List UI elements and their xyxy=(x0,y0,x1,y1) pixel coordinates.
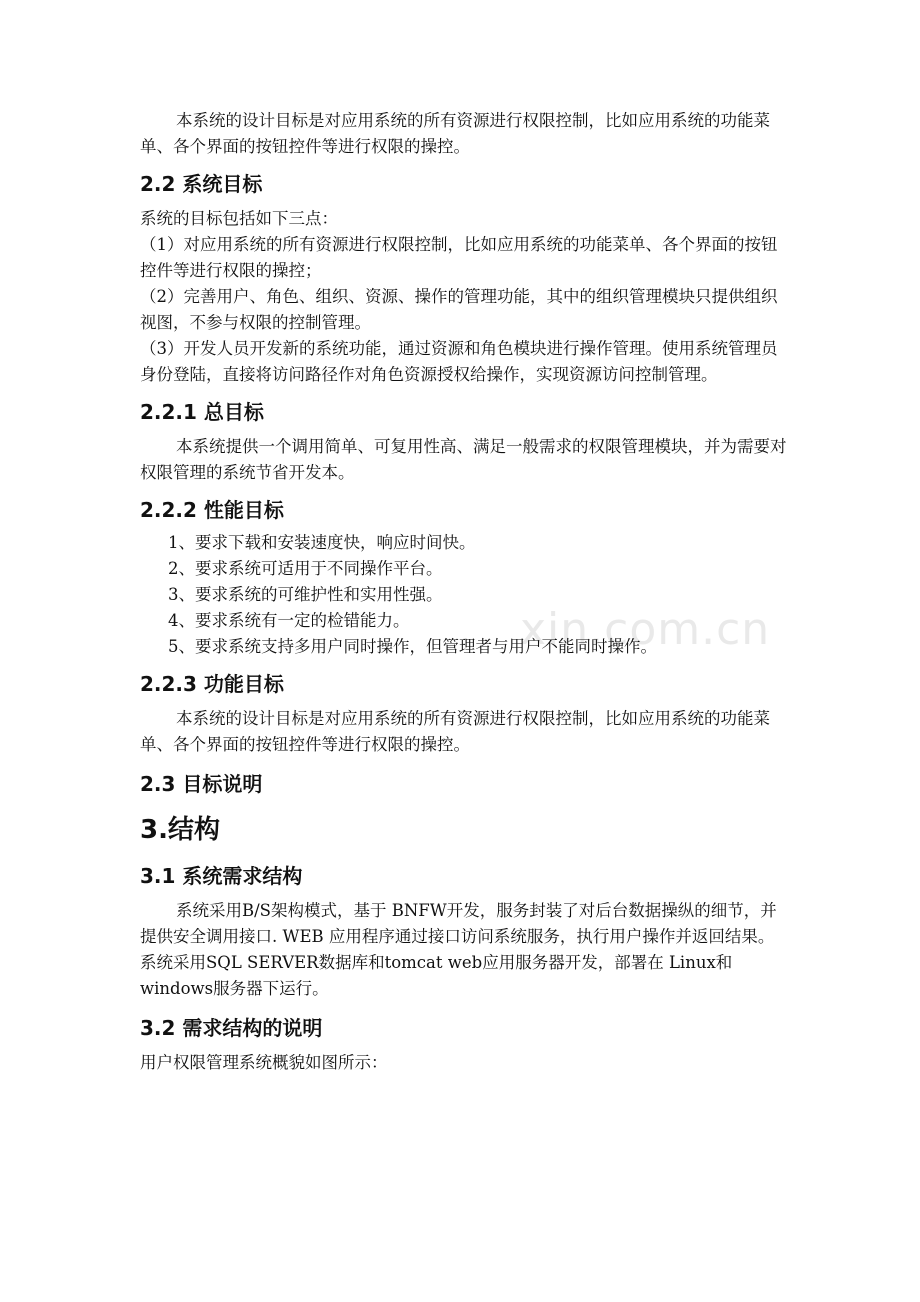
perf-item-3: 3、要求系统的可维护性和实用性强。 xyxy=(168,585,443,604)
structure-desc-paragraph: 用户权限管理系统概貌如图所示： xyxy=(140,1053,388,1072)
goal-item-3: （3）开发人员开发新的系统功能，通过资源和角色模块进行操作管理。使用系统管理员身份登陆，直接将访问路径作对角色资源授权给操作，实现资源访问控制管理。 xyxy=(140,339,778,384)
heading-3-1: 3.1 系统需求结构 xyxy=(140,864,303,888)
perf-item-2: 2、要求系统可适用于不同操作平台。 xyxy=(168,559,443,578)
perf-item-5: 5、要求系统支持多用户同时操作，但管理者与用户不能同时操作。 xyxy=(168,637,657,656)
heading-3-2: 3.2 需求结构的说明 xyxy=(140,1016,323,1040)
heading-2-2-2: 2.2.2 性能目标 xyxy=(140,498,284,522)
perf-item-4: 4、要求系统有一定的检错能力。 xyxy=(168,611,410,630)
watermark: xin.com.cn xyxy=(520,604,771,655)
heading-2-2-3: 2.2.3 功能目标 xyxy=(140,672,284,696)
heading-2-2-1: 2.2.1 总目标 xyxy=(140,400,264,424)
overall-goal-paragraph: 本系统提供一个调用简单、可复用性高、满足一般需求的权限管理模块，并为需要对权限管理的系统节省开发本。 xyxy=(140,437,787,482)
function-goal-paragraph: 本系统的设计目标是对应用系统的所有资源进行权限控制，比如应用系统的功能菜单、各个界面的按钮控件等进行权限的操控。 xyxy=(140,709,770,754)
system-structure-paragraph: 系统采用B/S架构模式，基于 BNFW开发，服务封装了对后台数据操纵的细节，并提供安全调用接口. WEB 应用程序通过接口访问系统服务，执行用户操作并返回结果。 系统采用SQL SERVER数据库和tomcat web应用服务器开发，部署在 Linux和windows服务器下运行。 xyxy=(140,901,777,998)
heading-2-3: 2.3 目标说明 xyxy=(140,772,263,796)
perf-item-1: 1、要求下载和安装速度快，响应时间快。 xyxy=(168,533,476,552)
goals-lead: 系统的目标包括如下三点： xyxy=(140,209,338,228)
heading-2-2: 2.2 系统目标 xyxy=(140,172,263,196)
heading-3: 3.结构 xyxy=(140,815,220,845)
intro-paragraph: 本系统的设计目标是对应用系统的所有资源进行权限控制，比如应用系统的功能菜单、各个界面的按钮控件等进行权限的操控。 xyxy=(140,111,770,156)
document-page xyxy=(140,108,790,1076)
goal-item-2: （2）完善用户、角色、组织、资源、操作的管理功能，其中的组织管理模块只提供组织视图，不参与权限的控制管理。 xyxy=(140,287,778,332)
goal-item-1: （1）对应用系统的所有资源进行权限控制，比如应用系统的功能菜单、各个界面的按钮控件等进行权限的操控； xyxy=(140,235,778,280)
